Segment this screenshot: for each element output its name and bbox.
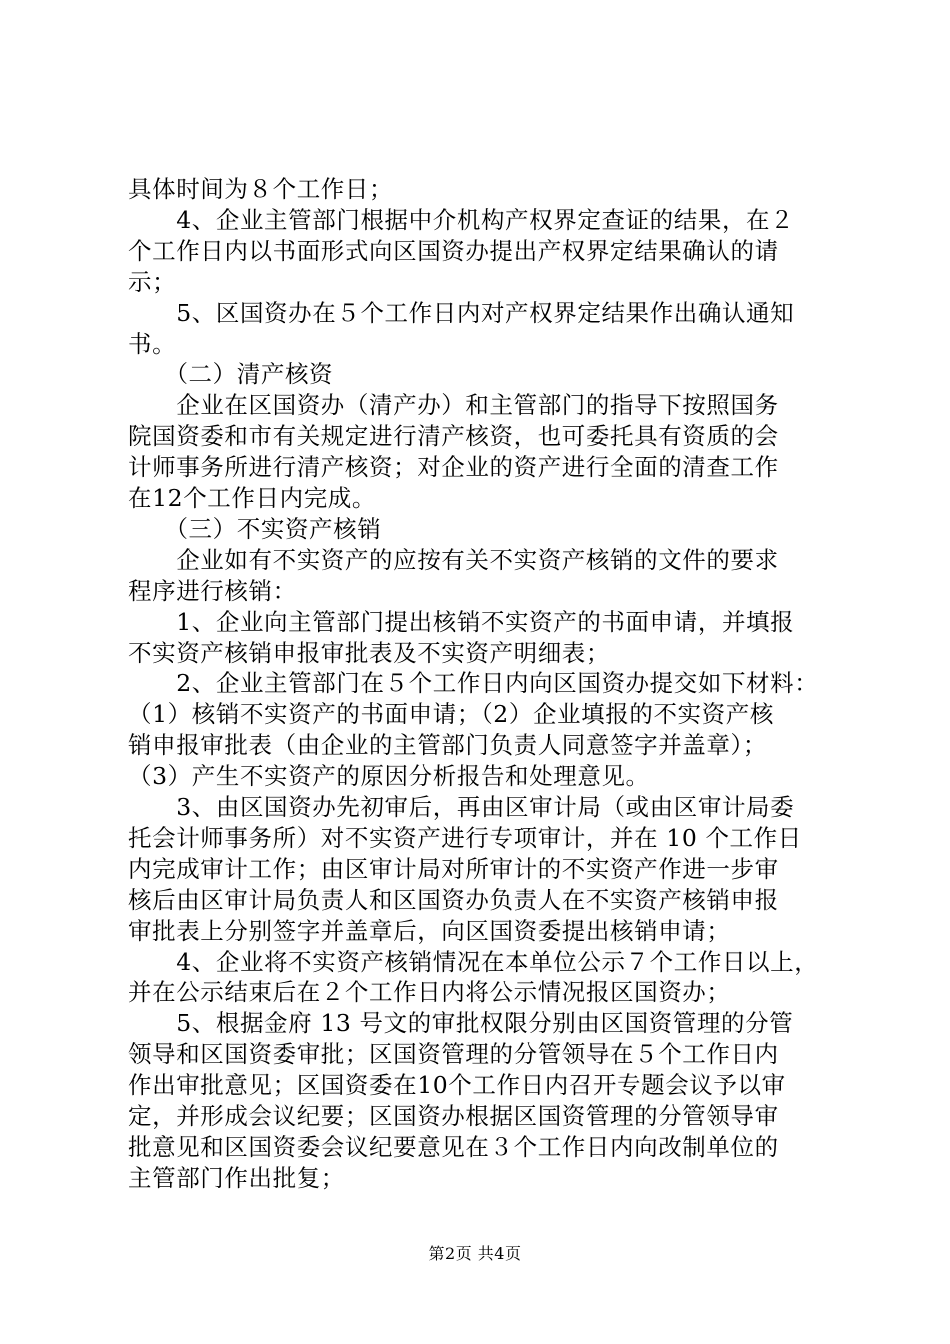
- text-line: （1）核销不实资产的书面申请；（2）企业填报的不实资产核: [128, 700, 774, 729]
- text-line: 主管部门作出批复；: [128, 1163, 345, 1192]
- text-line: 审批表上分别签字并盖章后，向区国资委提出核销申请；: [128, 916, 731, 945]
- text-line: 4、企业将不实资产核销情况在本单位公示７个工作日以上，: [128, 947, 819, 976]
- text-line: 书。: [128, 329, 177, 358]
- text-line: （三）不实资产核销: [128, 514, 382, 543]
- text-line: 领导和区国资委审批；区国资管理的分管领导在５个工作日内: [128, 1040, 779, 1069]
- text-line: 企业如有不实资产的应按有关不实资产核销的文件的要求: [128, 545, 779, 574]
- text-line: 具体时间为８个工作日；: [128, 175, 394, 203]
- text-line: 示；: [128, 267, 177, 296]
- text-line: 计师事务所进行清产核资；对企业的资产进行全面的清查工作: [128, 453, 779, 482]
- text-line: 销申报审批表（由企业的主管部门负责人同意签字并盖章）；: [128, 731, 767, 760]
- text-line: 在12个工作日内完成。: [128, 484, 377, 512]
- text-line: 批意见和区国资委会议纪要意见在３个工作日内向改制单位的: [128, 1132, 779, 1161]
- text-line: 3、由区国资办先初审后，再由区审计局（或由区审计局委: [128, 793, 795, 821]
- text-line: 不实资产核销申报审批表及不实资产明细表；: [128, 638, 610, 667]
- page-footer: 第2页 共4页: [428, 1244, 522, 1263]
- text-line: 院国资委和市有关规定进行清产核资，也可委托具有资质的会: [128, 422, 779, 451]
- text-line: 内完成审计工作；由区审计局对所审计的不实资产作进一步审: [128, 854, 779, 883]
- text-line: 4、企业主管部门根据中介机构产权界定查证的结果，在２: [128, 205, 795, 234]
- text-line: 个工作日内以书面形式向区国资办提出产权界定结果确认的请: [128, 236, 779, 265]
- text-line: 1、企业向主管部门提出核销不实资产的书面申请，并填报: [128, 607, 795, 636]
- text-line: 5、区国资办在５个工作日内对产权界定结果作出确认通知: [128, 298, 795, 327]
- text-line: 程序进行核销：: [128, 576, 297, 605]
- text-line: 托会计师事务所）对不实资产进行专项审计，并在 10 个工作日: [128, 823, 802, 852]
- text-line: （二）清产核资: [128, 360, 334, 389]
- text-line: 5、根据金府 13 号文的审批权限分别由区国资管理的分管: [128, 1009, 794, 1038]
- text-line: 2、企业主管部门在５个工作日内向区国资办提交如下材料：: [128, 669, 819, 698]
- text-line: 作出审批意见；区国资委在10个工作日内召开专题会议予以审: [128, 1071, 786, 1100]
- text-line: 定，并形成会议纪要；区国资办根据区国资管理的分管领导审: [128, 1102, 779, 1130]
- text-line: （3）产生不实资产的原因分析报告和处理意见。: [128, 762, 650, 791]
- text-line: 并在公示结束后在２个工作日内将公示情况报区国资办；: [128, 978, 731, 1007]
- text-line: 核后由区审计局负责人和区国资办负责人在不实资产核销申报: [128, 885, 779, 914]
- text-line: 企业在区国资办（清产办）和主管部门的指导下按照国务: [128, 391, 779, 420]
